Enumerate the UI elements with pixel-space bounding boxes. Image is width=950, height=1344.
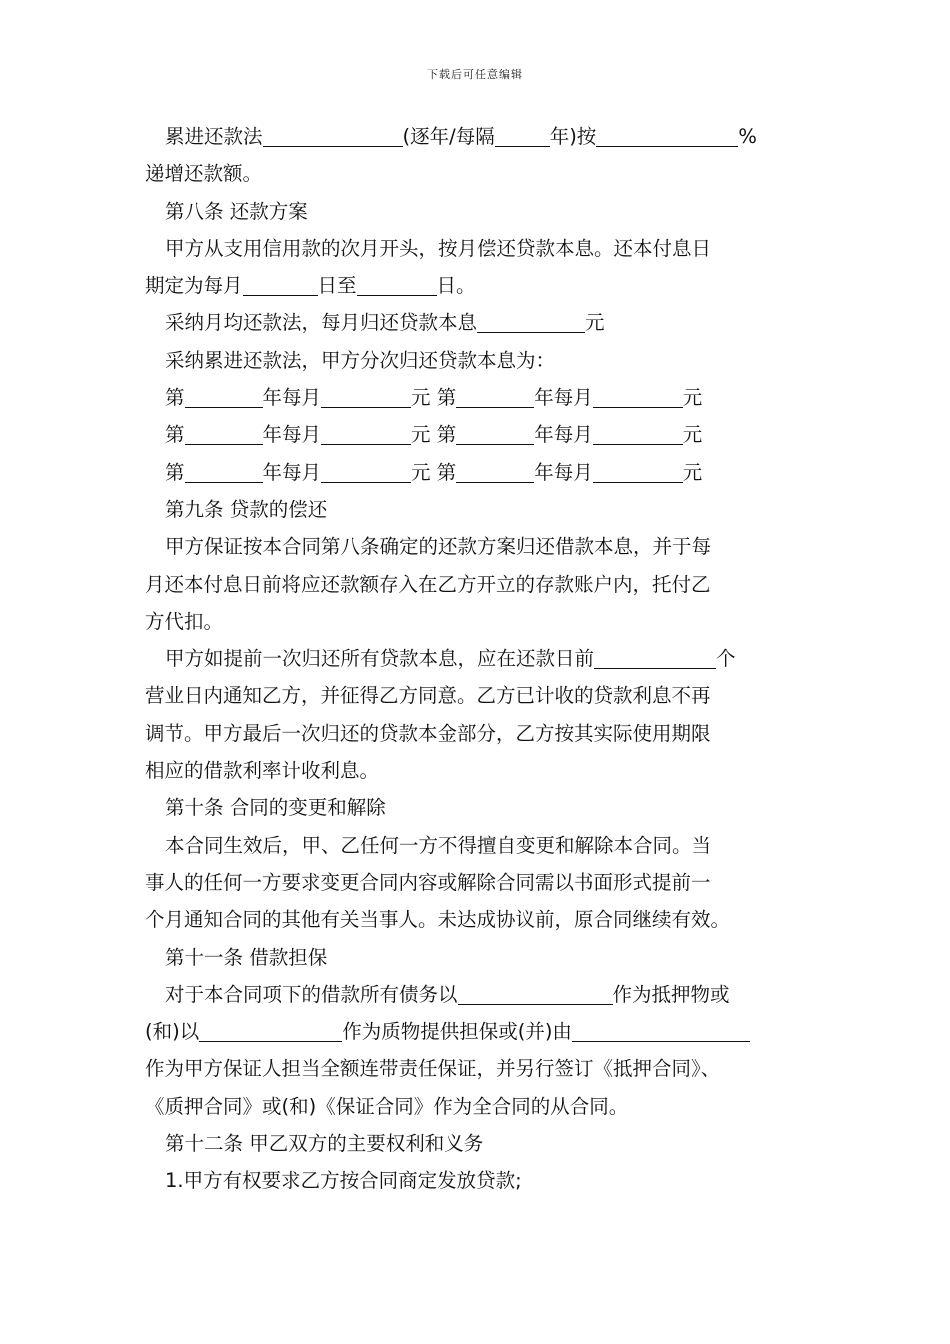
text-run: 日。 [436,274,476,298]
text-line [145,379,815,416]
text-line [145,677,815,714]
text-line [145,603,815,640]
blank-field [357,273,437,296]
text-run: 采纳月均还款法，每月归还贷款本息 [165,311,478,335]
text-line [145,118,815,155]
blank-field [593,460,683,483]
text-run: 甲方保证按本合同第八条确定的还款方案归还借款本息，并于每 [165,535,712,559]
text-run: (和)以 [145,1020,200,1044]
text-line [145,1013,815,1050]
text-run: 月还本付息日前将应还款额存入在乙方开立的存款账户内，托付乙 [145,572,711,596]
blank-field [458,982,613,1005]
blank-field [199,1019,342,1042]
text-line [145,901,815,938]
text-run: 日至 [317,274,357,298]
text-line [145,566,815,603]
text-run: 元 [585,311,605,335]
blank-field [185,460,263,483]
text-run: 元 第 [411,386,457,410]
text-run: 个 [716,647,736,671]
text-run: 第 [165,386,185,410]
text-line [145,304,815,341]
text-line [145,491,815,528]
text-line [145,827,815,864]
text-run: 甲方如提前一次归还所有贷款本息，应在还款日前 [165,647,595,671]
text-run: 年每月 [262,386,322,410]
text-line [145,342,815,379]
blank-field [593,385,683,408]
blank-field [495,124,550,147]
text-line [145,230,815,267]
text-run: 期定为每月 [145,274,243,298]
text-run: 方代扣。 [145,609,224,633]
text-run: 年每月 [534,423,593,447]
blank-field [185,385,263,408]
text-run: 元 [682,386,703,410]
page-header: 下载后可任意编辑 [427,68,523,81]
text-run: 年每月 [534,386,593,410]
text-line [145,155,815,192]
text-run: 递增还款额。 [145,162,263,186]
blank-field [572,1019,750,1042]
text-run: 1.甲方有权要求乙方按合同商定发放贷款; [165,1169,522,1193]
text-run: 事人的任何一方要求变更合同内容或解除合同需以书面形式提前一 [145,870,711,894]
text-run: 第十二条 甲乙双方的主要权利和义务 [165,1132,484,1156]
text-run: 作为质物提供担保或(并)由 [342,1020,572,1044]
blank-field [185,422,263,445]
text-run: 对于本合同项下的借款所有债务以 [165,982,458,1006]
text-run: 累进还款法 [165,125,263,148]
text-line [145,976,815,1013]
text-run: 第十一条 借款担保 [165,945,328,969]
blank-field [456,460,534,483]
text-run: 营业日内通知乙方，并征得乙方同意。乙方已计收的贷款利息不再 [145,684,711,708]
text-line [145,939,815,976]
text-line [145,640,815,677]
text-run: 相应的借款利率计收利息。 [145,759,380,783]
text-run: 年每月 [262,423,322,447]
document-body [145,118,815,1200]
text-line [145,416,815,453]
text-run: 年每月 [262,460,322,484]
blank-field [593,422,683,445]
text-run: 年每月 [534,460,593,484]
text-line [145,789,815,826]
text-line [145,193,815,230]
text-line [145,1050,815,1087]
text-line [145,715,815,752]
text-run: 第 [165,423,185,447]
text-line [145,1125,815,1162]
text-run: 年)按 [549,125,597,148]
text-run: 第九条 贷款的偿还 [165,497,328,521]
blank-field [594,646,716,669]
text-line [145,1162,815,1199]
blank-field [321,385,411,408]
blank-field [596,124,738,147]
text-run: 调节。甲方最后一次归还的贷款本金部分，乙方按其实际使用期限 [145,721,711,745]
text-run: % [738,125,757,148]
blank-field [321,460,411,483]
blank-field [263,124,403,147]
text-run: 甲方从支用信用款的次月开头，按月偿还贷款本息。还本付息日 [165,236,712,260]
text-run: 第十条 合同的变更和解除 [165,796,386,820]
blank-field [243,273,318,296]
text-line [145,267,815,304]
text-run: 元 [682,423,703,447]
text-run: 《质押合同》或(和)《保证合同》作为全合同的从合同。 [145,1094,629,1118]
text-line [145,864,815,901]
text-run: 元 第 [411,423,457,447]
text-run: 个月通知合同的其他有关当事人。未达成协议前，原合同继续有效。 [145,908,731,932]
blank-field [456,422,534,445]
text-line [145,454,815,491]
text-line [145,1088,815,1125]
blank-field [456,385,534,408]
text-run: 作为甲方保证人担当全额连带责任保证，并另行签订《抵押合同》、 [145,1057,721,1081]
text-run: 第八条 还款方案 [165,199,308,223]
text-run: 第 [165,460,185,484]
text-run: (逐年/每隔 [402,125,495,148]
text-run: 作为抵押物或 [612,982,730,1006]
blank-field [477,310,585,333]
text-line [145,528,815,565]
text-run: 元 第 [411,460,457,484]
text-line [145,752,815,789]
blank-field [321,422,411,445]
text-run: 本合同生效后，甲、乙任何一方不得擅自变更和解除本合同。当 [165,833,712,857]
text-run: 采纳累进还款法，甲方分次归还贷款本息为： [165,348,556,372]
text-run: 元 [682,460,703,484]
